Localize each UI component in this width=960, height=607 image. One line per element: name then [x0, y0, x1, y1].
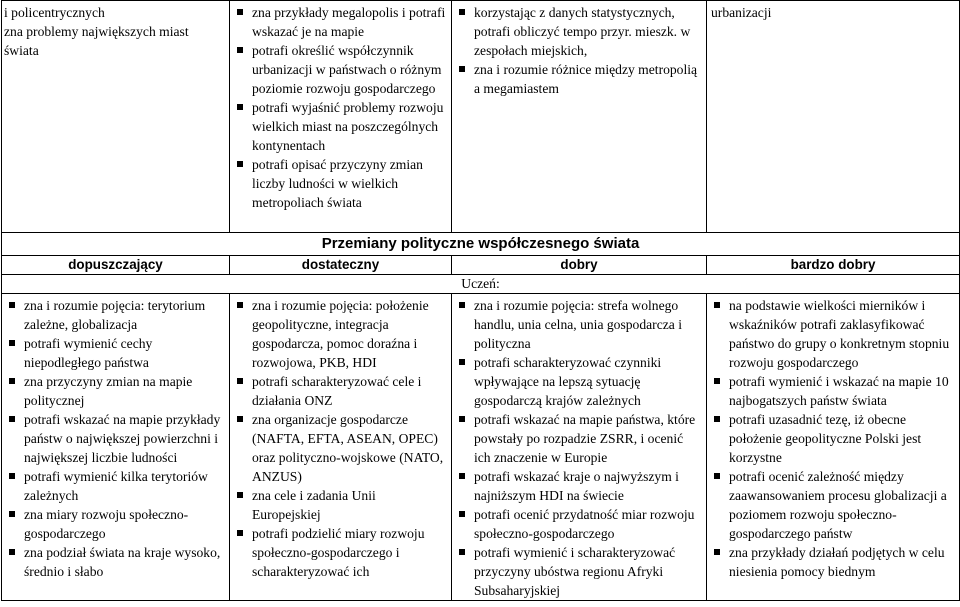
- uczen-row: [2, 275, 960, 294]
- list-item: zna przyczyny zmian na mapie politycznej: [6, 372, 225, 410]
- list-item: potrafi wskazać kraje o najwyższym i najniższym HDI na świecie: [456, 467, 702, 505]
- list-item: potrafi wymienić cechy niepodległego państwa: [6, 334, 225, 372]
- list-item: zna przykłady megalopolis i potrafi wskazać je na mapie: [234, 3, 447, 41]
- list-item: zna i rozumie pojęcia: strefa wolnego handlu, unia celna, unia gospodarcza i polityczna: [456, 296, 702, 353]
- table-row-urbanization-continued: [2, 1, 960, 233]
- list-item: potrafi wymienić i scharakteryzować przyczyny ubóstwa regionu Afryki Subsaharyjskiej: [456, 543, 702, 600]
- dopuszczajacy-list: [6, 296, 225, 581]
- list-item: zna miary rozwoju społeczno-gospodarczego: [6, 505, 225, 543]
- level-header-bardzo-dobry: bardzo dobry: [707, 256, 960, 275]
- top-col4-text: urbanizacji: [711, 5, 772, 20]
- list-item: zna i rozumie pojęcia: terytorium zależne, globalizacja: [6, 296, 225, 334]
- list-item: i policentrycznych: [4, 5, 105, 20]
- dobry-list: [456, 296, 702, 600]
- levels-header-row: [2, 256, 960, 275]
- list-item: potrafi wyjaśnić problemy rozwoju wielkich miast na poszczególnych kontynentach: [234, 98, 447, 155]
- list-item: potrafi ocenić zależność między zaawansowaniem procesu globalizacji a poziomem rozwoju społeczno-gospodarczego państw: [711, 467, 955, 543]
- cell-top-col1: [2, 1, 230, 233]
- requirements-row: [2, 294, 960, 601]
- list-item: potrafi scharakteryzować cele i działania ONZ: [234, 372, 447, 410]
- list-item: zna problemy największych miast świata: [4, 24, 189, 58]
- bardzo-dobry-list: [711, 296, 955, 581]
- list-item: potrafi scharakteryzować czynniki wpływające na lepszą sytuację gospodarczą krajów zależnych: [456, 353, 702, 410]
- uczen-label: Uczeń:: [2, 275, 960, 294]
- cell-dostateczny: [230, 294, 452, 601]
- cell-top-col2: [230, 1, 452, 233]
- level-header-dobry: dobry: [452, 256, 707, 275]
- level-header-dopuszczajacy: dopuszczający: [2, 256, 230, 275]
- list-item: zna przykłady działań podjętych w celu niesienia pomocy biednym: [711, 543, 955, 581]
- cell-dopuszczajacy: [2, 294, 230, 601]
- requirements-table: [1, 0, 960, 601]
- list-item: zna i rozumie pojęcia: położenie geopolityczne, integracja gospodarcza, pomoc doraźna i rozwojowa, PKB, HDI: [234, 296, 447, 372]
- list-item: potrafi wymienić kilka terytoriów zależnych: [6, 467, 225, 505]
- list-item: potrafi uzasadnić tezę, iż obecne położenie geopolityczne Polski jest korzystne: [711, 410, 955, 467]
- list-item: potrafi podzielić miary rozwoju społeczno-gospodarczego i scharakteryzować ich: [234, 524, 447, 581]
- list-item: potrafi wskazać na mapie państwa, które powstały po rozpadzie ZSRR, i ocenić ich znaczenie w Europie: [456, 410, 702, 467]
- list-item: potrafi ocenić przydatność miar rozwoju społeczno-gospodarczego: [456, 505, 702, 543]
- top-col2-list: [234, 3, 447, 212]
- list-item: potrafi opisać przyczyny zmian liczby ludności w wielkich metropoliach świata: [234, 155, 447, 212]
- list-item: zna podział świata na kraje wysoko, średnio i słabo: [6, 543, 225, 581]
- cell-bardzo-dobry: [707, 294, 960, 601]
- level-header-dostateczny: dostateczny: [230, 256, 452, 275]
- section-title-row: [2, 233, 960, 256]
- cell-top-col4: [707, 1, 960, 233]
- list-item: potrafi określić współczynnik urbanizacji w państwach o różnym poziomie rozwoju gospodarczego: [234, 41, 447, 98]
- cell-top-col3: [452, 1, 707, 233]
- list-item: zna i rozumie różnice między metropolią a megamiastem: [456, 60, 702, 98]
- list-item: korzystając z danych statystycznych, potrafi obliczyć tempo przyr. mieszk. w zespołach miejskich,: [456, 3, 702, 60]
- dostateczny-list: [234, 296, 447, 581]
- cell-dobry: [452, 294, 707, 601]
- list-item: zna organizacje gospodarcze (NAFTA, EFTA, ASEAN, OPEC) oraz polityczno-wojskowe (NATO, ANZUS): [234, 410, 447, 486]
- top-col3-list: [456, 3, 702, 98]
- list-item: potrafi wskazać na mapie przykłady państw o największej powierzchni i największej liczbie ludności: [6, 410, 225, 467]
- section-title: Przemiany polityczne współczesnego świata: [2, 233, 960, 256]
- top-col1-list: [4, 3, 225, 60]
- list-item: zna cele i zadania Unii Europejskiej: [234, 486, 447, 524]
- list-item: na podstawie wielkości mierników i wskaźników potrafi zaklasyfikować państwo do grupy o konkretnym stopniu rozwoju gospodarczego: [711, 296, 955, 372]
- list-item: potrafi wymienić i wskazać na mapie 10 najbogatszych państw świata: [711, 372, 955, 410]
